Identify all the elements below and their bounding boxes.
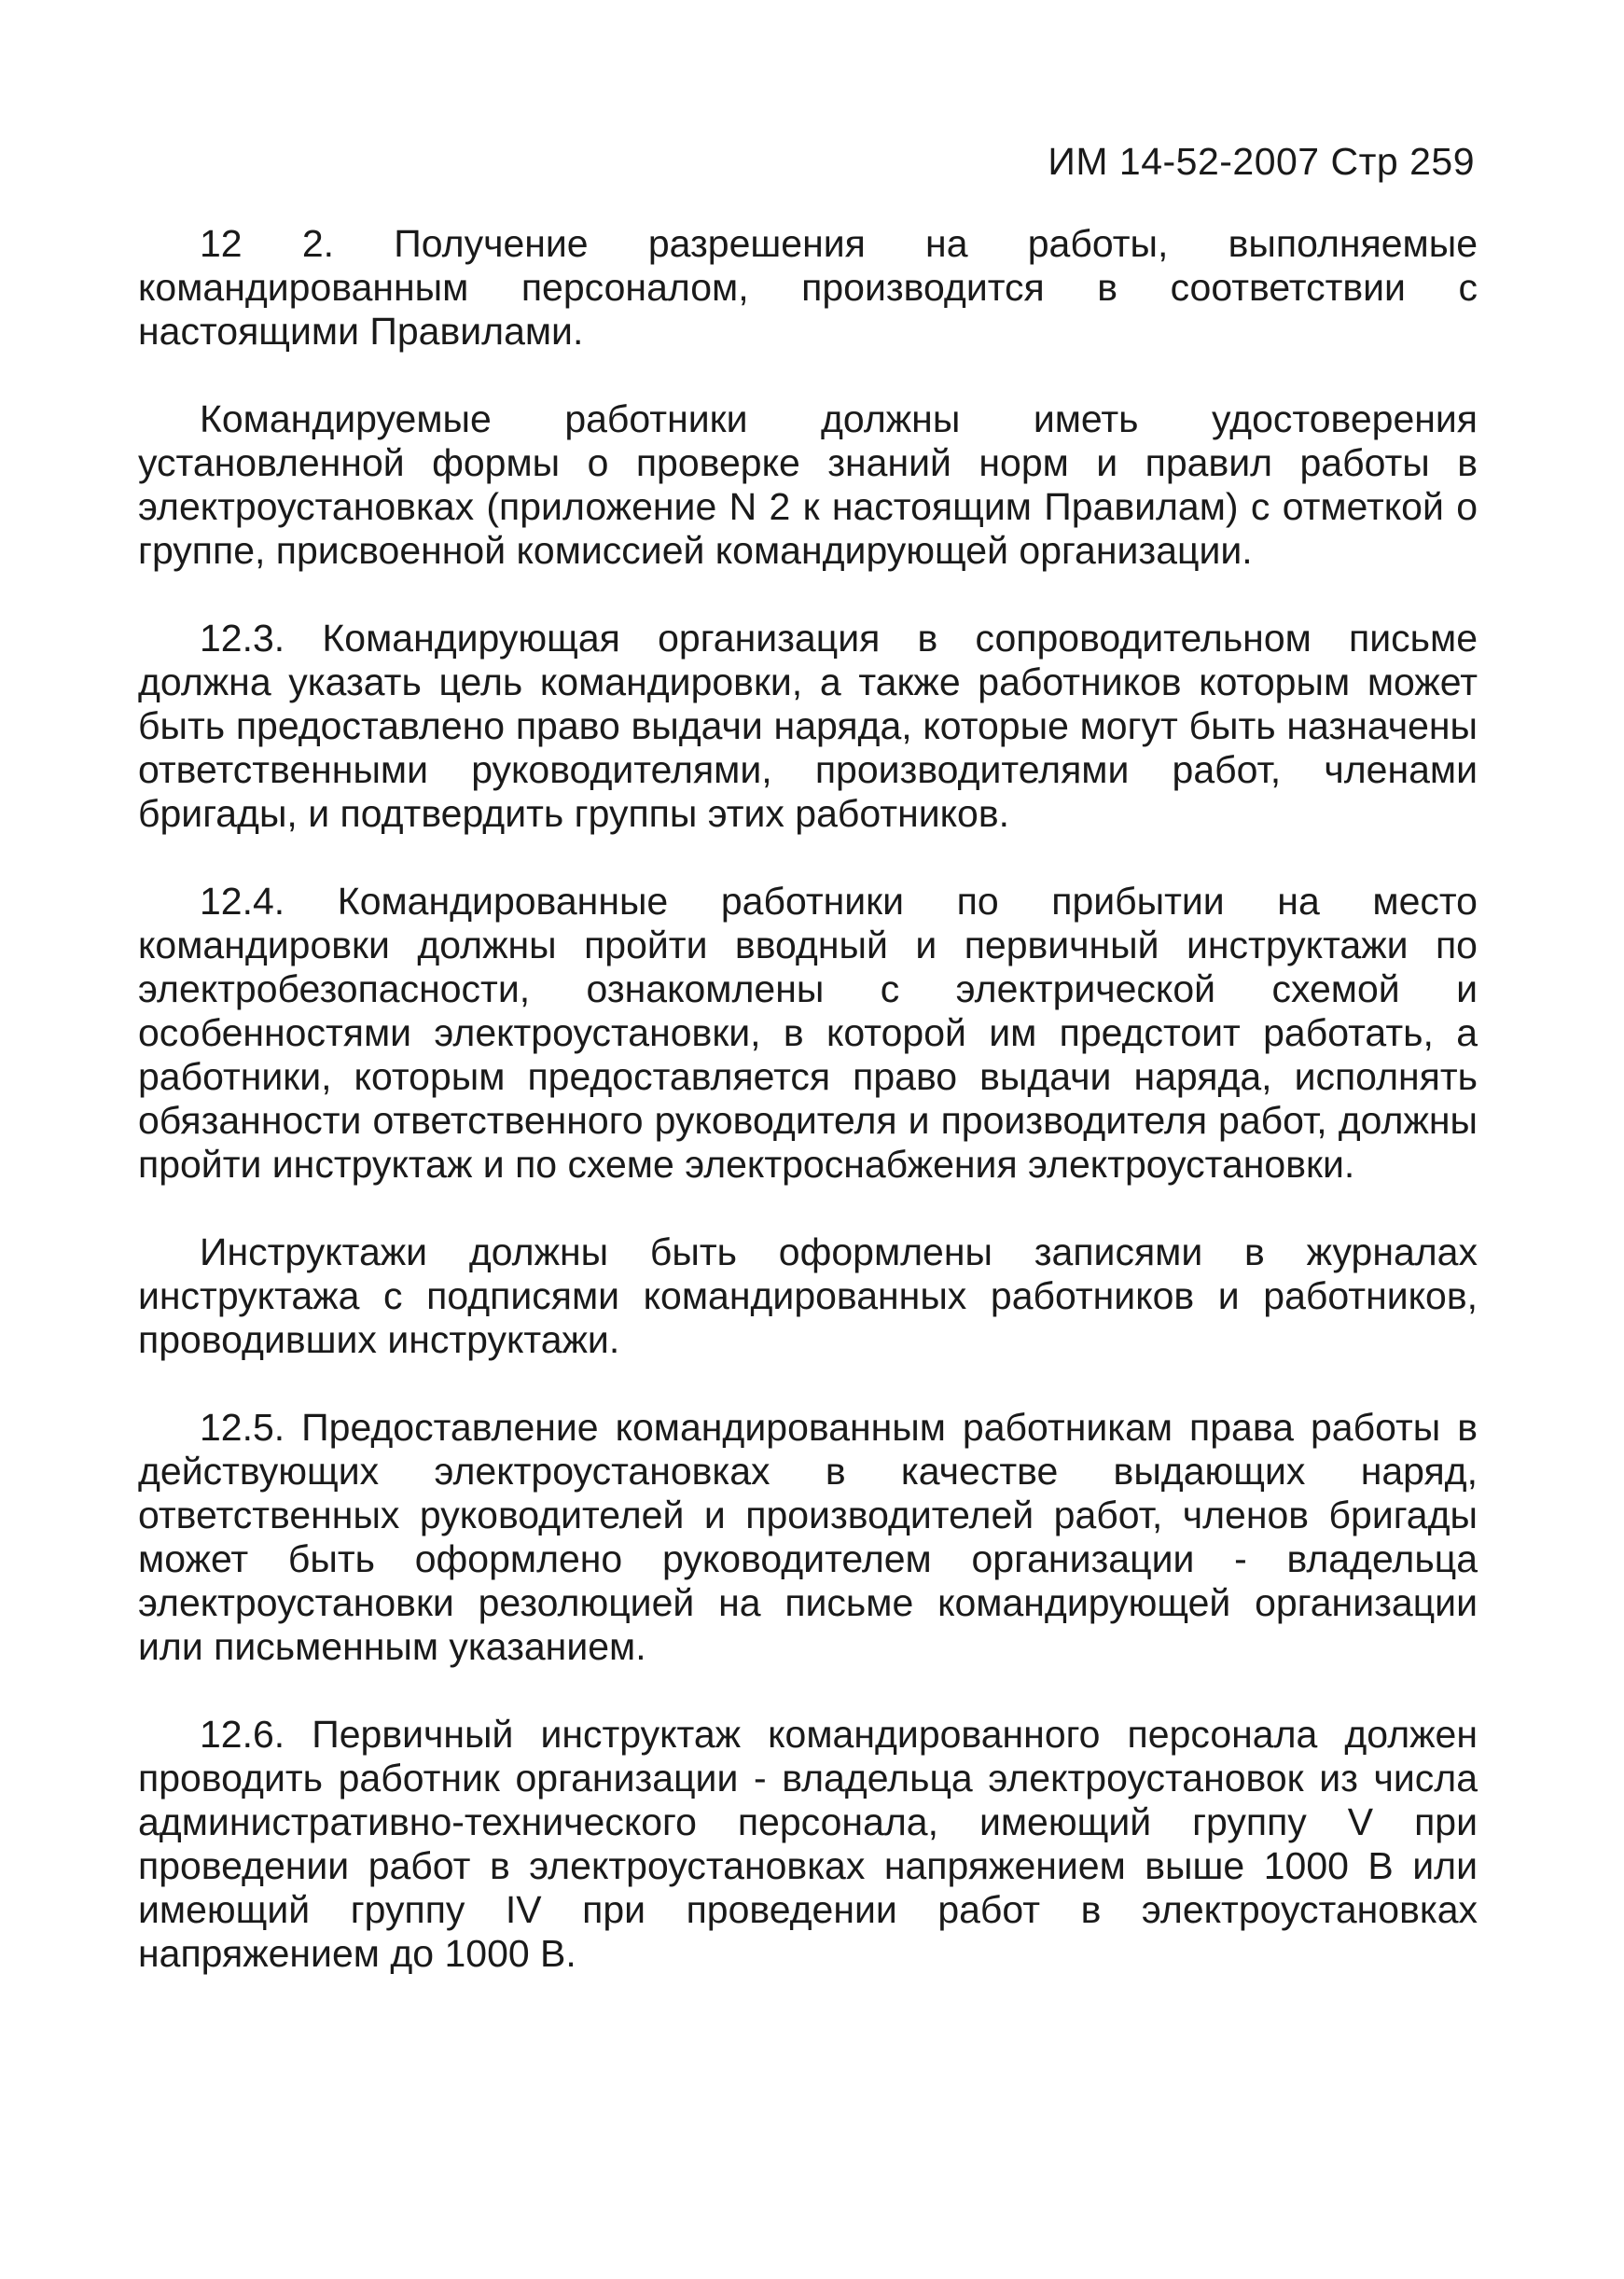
paragraph-12-4: 12.4. Командированные работники по прибытии на место командировки должны пройти вводный и первичный инструктажи по электробезопасности, ознакомлены с электрической схемой и особенностями электроустановки, в которой им предстоит работать, а работники, которым предоставляется право выдачи наряда, исполнять обязанности ответственного руководителя и производителя работ, должны пройти инструктаж и по схеме электроснабжения электроустановки. — [138, 880, 1478, 1186]
paragraph-12-4-briefing-records: Инструктажи должны быть оформлены записями в журналах инструктажа с подписями командированных работников и работников, проводивших инструктажи. — [138, 1230, 1478, 1361]
paragraph-12-3: 12.3. Командирующая организация в сопроводительном письме должна указать цель командировки, а также работников которым может быть предоставлено право выдачи наряда, которые могут быть назначены ответственными руководителями, производителями работ, членами бригады, и подтвердить группы этих работников. — [138, 617, 1478, 835]
document-body — [138, 222, 1478, 2020]
paragraph-12-2: 12 2. Получение разрешения на работы, выполняемые командированным персоналом, производится в соответствии с настоящими Правилами. — [138, 222, 1478, 353]
paragraph-12-2-certificates: Командируемые работники должны иметь удостоверения установленной формы о проверке знаний норм и правил работы в электроустановках (приложение N 2 к настоящим Правилам) с отметкой о группе, присвоенной комиссией командирующей организации. — [138, 397, 1478, 572]
paragraph-12-5: 12.5. Предоставление командированным работникам права работы в действующих электроустановках в качестве выдающих наряд, ответственных руководителей и производителей работ, членов бригады может быть оформлено руководителем организации - владельца электроустановки резолюцией на письме командирующей организации или письменным указанием. — [138, 1406, 1478, 1668]
paragraph-12-6: 12.6. Первичный инструктаж командированного персонала должен проводить работник организации - владельца электроустановок из числа административно-технического персонала, имеющий группу V при проведении работ в электроустановках напряжением выше 1000 В или имеющий группу IV при проведении работ в электроустановках напряжением до 1000 В. — [138, 1713, 1478, 1975]
running-header: ИМ 14-52-2007 Стр 259 — [1048, 140, 1475, 183]
